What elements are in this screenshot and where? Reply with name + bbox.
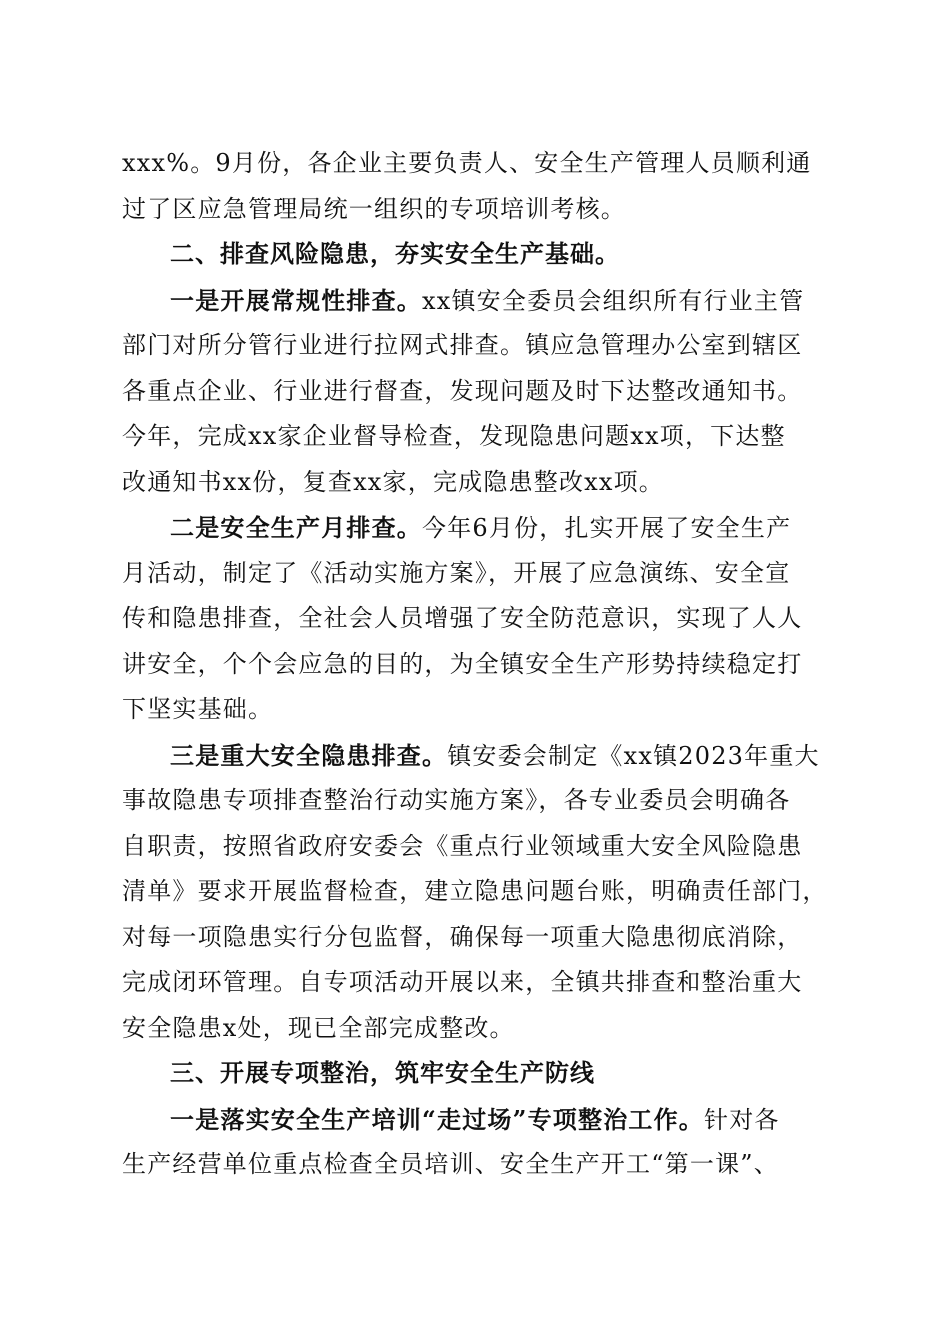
- paragraph-line: 各重点企业、行业进行督查，发现问题及时下达整改通知书。: [122, 376, 803, 405]
- paragraph-line: 自职责，按照省政府安委会《重点行业领域重大安全风险隐患: [122, 831, 803, 860]
- document-body: [122, 141, 828, 1188]
- paragraph-lead: 一是开展常规性排查。: [170, 285, 422, 315]
- paragraph-line: 讲安全，个个会应急的目的，为全镇安全生产形势持续稳定打: [122, 649, 803, 678]
- paragraph-line: 过了区应急管理局统一组织的专项培训考核。: [122, 194, 626, 223]
- paragraph-line: 改通知书xx份，复查xx家，完成隐患整改xx项。: [122, 467, 665, 496]
- paragraph-line: 安全隐患x处，现已全部完成整改。: [122, 1013, 515, 1042]
- paragraph-text: 针对各: [704, 1105, 780, 1134]
- paragraph-line: xxx%。9月份，各企业主要负责人、安全生产管理人员顺利通: [122, 149, 812, 177]
- paragraph-lead: 一是落实安全生产培训“走过场”专项整治工作。: [170, 1104, 705, 1134]
- paragraph-text: 镇安委会制定《xx镇2023年重大: [447, 741, 820, 770]
- paragraph-lead: 二是安全生产月排查。: [170, 513, 422, 542]
- paragraph-first-line: [122, 505, 828, 551]
- paragraph-line: 对每一项隐患实行分包监督，确保每一项重大隐患彻底消除，: [122, 922, 803, 951]
- paragraph-lead: 三是重大安全隐患排查。: [170, 740, 448, 770]
- paragraph-text: xx镇安全委员会组织所有行业主管: [422, 286, 805, 315]
- section-heading: 二、排查风险隐患，夯实安全生产基础。: [170, 240, 620, 268]
- paragraph-text: 今年6月份，扎实开展了安全生产: [422, 514, 792, 542]
- paragraph-first-line: [122, 1097, 828, 1143]
- section-heading: 三、开展专项整治，筑牢安全生产防线: [170, 1059, 595, 1087]
- paragraph-first-line: [122, 278, 828, 324]
- paragraph-line: 生产经营单位重点检查全员培训、安全生产开工“第一课”、: [122, 1150, 779, 1178]
- paragraph-line: 完成闭环管理。自专项活动开展以来，全镇共排查和整治重大: [122, 968, 803, 996]
- paragraph-first-line: [122, 733, 828, 779]
- paragraph-line: 下坚实基础。: [122, 695, 274, 723]
- paragraph-line: 清单》要求开展监督检查，建立隐患问题台账，明确责任部门，: [122, 877, 828, 905]
- paragraph-line: 部门对所分管行业进行拉网式排查。镇应急管理办公室到辖区: [122, 331, 803, 359]
- paragraph-line: 传和隐患排查，全社会人员增强了安全防范意识，实现了人人: [122, 604, 803, 632]
- paragraph-line: 事故隐患专项排查整治行动实施方案》，各专业委员会明确各: [122, 786, 791, 814]
- paragraph-line: 今年，完成xx家企业督导检查，发现隐患问题xx项，下达整: [122, 422, 786, 450]
- paragraph-line: 月活动，制定了《活动实施方案》，开展了应急演练、安全宣: [122, 558, 791, 587]
